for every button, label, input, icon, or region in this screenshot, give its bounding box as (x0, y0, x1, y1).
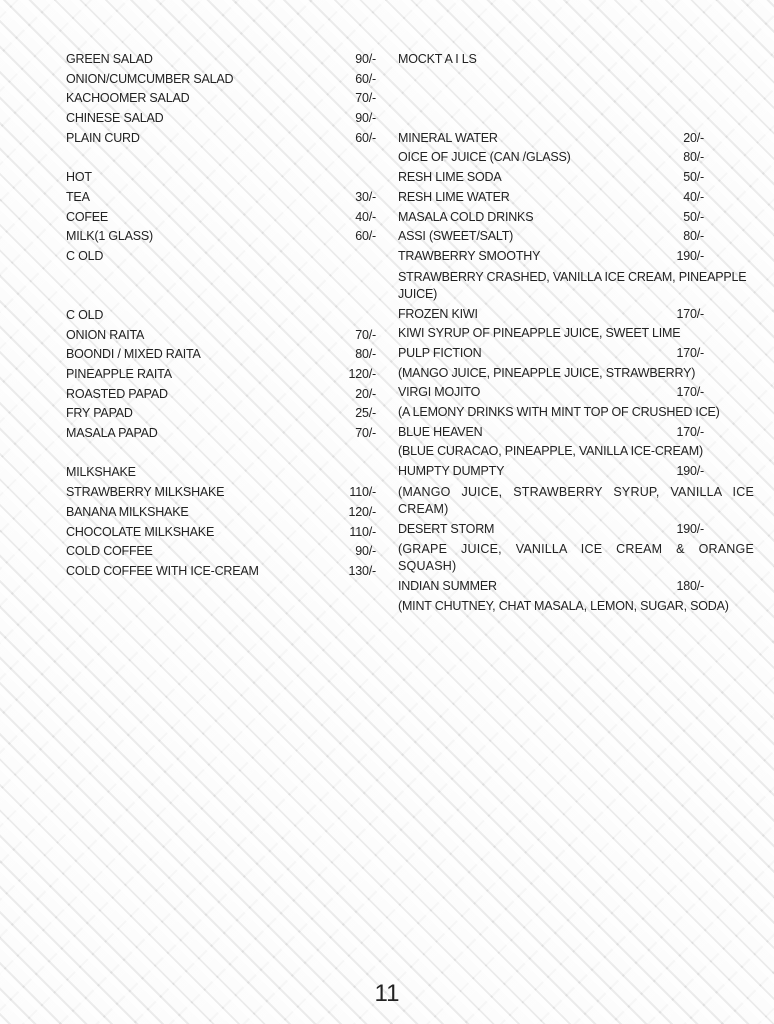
menu-item (66, 483, 376, 503)
item-name: HUMPTY DUMPTY (398, 464, 505, 479)
item-price: 20/- (683, 130, 704, 145)
item-name: VIRGI MOJITO (398, 385, 481, 400)
item-name: KACHOOMER SALAD (66, 91, 190, 106)
section-heading: KIWI SYRUP OF PINEAPPLE JUICE, SWEET LIME (398, 326, 681, 341)
item-price: 60/- (355, 229, 376, 244)
item-price: 170/- (676, 345, 704, 360)
item-price: 40/- (683, 189, 704, 204)
item-price: 170/- (676, 306, 704, 321)
item-name: TRAWBERRY SMOOTHY (398, 248, 541, 263)
menu-item (398, 227, 754, 247)
item-price: 70/- (355, 426, 376, 441)
menu-item (66, 129, 376, 149)
item-name: COLD COFFEE WITH ICE-CREAM (66, 563, 259, 578)
item-price: 190/- (676, 521, 704, 536)
menu-item (66, 188, 376, 208)
menu-item (66, 89, 376, 109)
item-price: 190/- (676, 248, 704, 263)
menu-item (66, 562, 376, 582)
left-menu-column (66, 50, 376, 582)
menu-item (398, 129, 754, 149)
section-heading: MOCKT A I LS (398, 52, 477, 66)
menu-item (66, 109, 376, 129)
menu-item (66, 523, 376, 543)
item-name: GREEN SALAD (66, 52, 153, 66)
item-name: CHINESE SALAD (66, 111, 164, 126)
spacer (66, 444, 376, 464)
menu-item (398, 247, 754, 267)
item-price: 60/- (355, 71, 376, 86)
item-name: RESH LIME WATER (398, 189, 510, 204)
section-heading: C OLD (66, 248, 104, 263)
menu-item (66, 503, 376, 523)
item-price: 120/- (348, 367, 376, 382)
item-name: MASALA COLD DRINKS (398, 209, 534, 224)
item-name: BOONDI / MIXED RAITA (66, 347, 201, 362)
item-name: PLAIN CURD (66, 130, 140, 145)
spacer (398, 109, 754, 129)
item-price: 80/- (683, 150, 704, 165)
item-price: 130/- (348, 563, 376, 578)
item-name: COLD COFFEE (66, 544, 153, 559)
menu-item (398, 383, 754, 403)
right-menu-column (398, 50, 754, 617)
item-price: 90/- (355, 52, 376, 66)
menu-item (66, 385, 376, 405)
item-price: 60/- (355, 130, 376, 145)
item-description: (GRAPE JUICE, VANILLA ICE CREAM & ORANGE SQUASH) (398, 542, 754, 574)
item-name: MASALA PAPAD (66, 426, 158, 441)
menu-item (66, 208, 376, 228)
page-number: 11 (374, 980, 400, 1007)
menu-item (66, 404, 376, 424)
item-price: 80/- (355, 347, 376, 362)
menu-item (66, 50, 376, 70)
menu-item (398, 188, 754, 208)
menu-item (66, 70, 376, 90)
item-name: FROZEN KIWI (398, 306, 478, 321)
item-name: MINERAL WATER (398, 130, 498, 145)
menu-item (398, 577, 754, 597)
item-price: 40/- (355, 209, 376, 224)
item-name: MILK(1 GLASS) (66, 229, 154, 244)
item-name: RESH LIME SODA (398, 170, 502, 185)
item-price: 30/- (355, 189, 376, 204)
item-name: STRAWBERRY MILKSHAKE (66, 485, 225, 500)
section-heading: C OLD (66, 307, 104, 322)
item-price: 50/- (683, 170, 704, 185)
item-description: (MANGO JUICE, STRAWBERRY SYRUP, VANILLA ICE CREAM) (398, 484, 754, 516)
section-heading: (MINT CHUTNEY, CHAT MASALA, LEMON, SUGAR, SODA) (398, 599, 729, 614)
item-name: ONION/CUMCUMBER SALAD (66, 71, 234, 86)
item-name: ONION RAITA (66, 327, 145, 342)
menu-item (398, 168, 754, 188)
item-name: COFEE (66, 209, 109, 224)
menu-item (66, 345, 376, 365)
menu-item (398, 462, 754, 482)
item-name: ASSI (SWEET/SALT) (398, 229, 514, 244)
item-name: BANANA MILKSHAKE (66, 504, 189, 519)
item-price: 70/- (355, 327, 376, 342)
item-price: 70/- (355, 91, 376, 106)
item-price: 120/- (348, 504, 376, 519)
item-name: PULP FICTION (398, 345, 482, 360)
item-price: 20/- (355, 386, 376, 401)
menu-item (398, 423, 754, 443)
item-price: 80/- (683, 229, 704, 244)
item-name: ROASTED PAPAD (66, 386, 168, 401)
item-name: OICE OF JUICE (CAN /GLASS) (398, 150, 571, 165)
menu-item (66, 424, 376, 444)
item-price: 110/- (349, 524, 376, 539)
item-price: 110/- (349, 485, 376, 500)
item-price: 190/- (676, 464, 704, 479)
item-price: 50/- (683, 209, 704, 224)
menu-item (66, 542, 376, 562)
menu-item (398, 208, 754, 228)
item-price: 170/- (676, 424, 704, 439)
item-name: CHOCOLATE MILKSHAKE (66, 524, 215, 539)
section-heading: (MANGO JUICE, PINEAPPLE JUICE, STRAWBERRY) (398, 365, 696, 380)
menu-item (66, 365, 376, 385)
menu-item (398, 148, 754, 168)
item-price: 90/- (355, 544, 376, 559)
item-price: 170/- (676, 385, 704, 400)
section-heading: (A LEMONY DRINKS WITH MINT TOP OF CRUSHED ICE) (398, 405, 720, 420)
section-heading: MILKSHAKE (66, 465, 136, 480)
menu-item (398, 344, 754, 364)
menu-item (398, 520, 754, 540)
menu-item (66, 227, 376, 247)
item-name: INDIAN SUMMER (398, 579, 497, 594)
spacer (66, 267, 376, 306)
menu-item (66, 326, 376, 346)
item-name: PINEAPPLE RAITA (66, 367, 172, 382)
spacer (66, 148, 376, 168)
menu-item (398, 305, 754, 325)
item-name: TEA (66, 189, 90, 204)
spacer (398, 70, 754, 109)
item-name: DESERT STORM (398, 521, 495, 536)
item-price: 25/- (355, 406, 376, 421)
item-price: 90/- (355, 111, 376, 126)
item-name: BLUE HEAVEN (398, 424, 483, 439)
section-heading: (BLUE CURACAO, PINEAPPLE, VANILLA ICE-CREAM) (398, 444, 703, 459)
section-heading: HOT (66, 170, 92, 185)
item-description: STRAWBERRY CRASHED, VANILLA ICE CREAM, PINEAPPLE JUICE) (398, 269, 747, 301)
item-price: 180/- (676, 579, 704, 594)
item-name: FRY PAPAD (66, 406, 133, 421)
